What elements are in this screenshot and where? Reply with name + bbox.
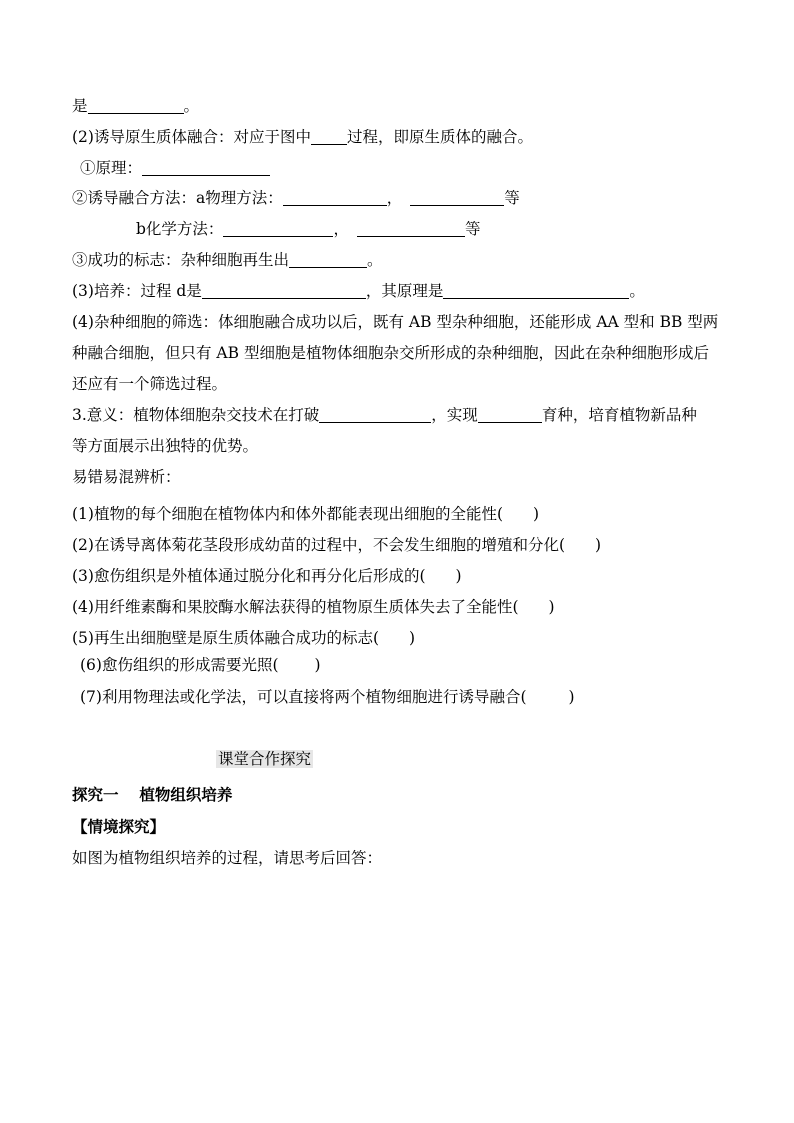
text: ③成功的标志：杂种细胞再生出 (72, 251, 290, 269)
section-title (216, 748, 313, 770)
paragraph-line-10: 还应有一个筛选过程。 (72, 375, 228, 393)
fill-line-6 (72, 249, 383, 271)
text: 过程，即原生质体的融合。 (346, 128, 533, 146)
fill-line-4 (72, 187, 520, 209)
text: 等 (464, 220, 481, 238)
text: (3)培养：过程 d是 (72, 282, 202, 300)
question-text: (4)用纤维素酶和果胶酶水解法获得的植物原生质体失去了全能性( (72, 598, 519, 616)
question-text: (2)在诱导离体菊花茎段形成幼苗的过程中，不会发生细胞的增殖和分化( (72, 536, 566, 554)
scenario-text: 如图为植物组织培养的过程，请思考后回答： (72, 849, 383, 867)
text: 。 (629, 282, 645, 300)
text: 等 (504, 189, 520, 207)
judgment-question-7 (80, 686, 575, 708)
close-paren: ) (533, 505, 540, 523)
question-text: (3)愈伤组织是外植体通过脱分化和再分化后形成的( (72, 567, 426, 585)
answer-blank[interactable] (142, 159, 270, 176)
answer-blank[interactable] (319, 406, 431, 423)
text: ，实现 (431, 406, 478, 424)
fill-line-5 (136, 218, 480, 240)
text: ， (386, 189, 403, 207)
question-text: (7)利用物理法或化学法，可以直接将两个植物细胞进行诱导融合( (80, 688, 527, 706)
text: 育种，培育植物新品种 (541, 406, 697, 424)
text: (2)诱导原生质体融合：对应于图中 (72, 128, 311, 146)
question-text: (1)植物的每个细胞在植物体内和体外都能表现出细胞的全能性( (72, 505, 504, 523)
judgment-question-1 (72, 503, 539, 525)
text: b化学方法： (136, 220, 224, 238)
text: ，其原理是 (365, 282, 444, 300)
answer-blank[interactable] (283, 189, 387, 206)
close-paren: ) (548, 598, 555, 616)
answer-blank[interactable] (202, 282, 366, 299)
text: 是 (72, 97, 88, 115)
answer-blank[interactable] (88, 97, 184, 114)
fill-line-7 (72, 280, 645, 302)
text: 。 (367, 251, 383, 269)
paragraph-line-12: 等方面展示出独特的优势。 (72, 437, 259, 455)
text: ， (333, 220, 349, 238)
text: 3.意义：植物体细胞杂交技术在打破 (72, 406, 320, 424)
fill-line-2 (72, 126, 533, 148)
answer-blank[interactable] (289, 251, 367, 268)
text: 。 (183, 97, 200, 115)
answer-blank[interactable] (223, 220, 333, 237)
section-title-text: 课堂合作探究 (218, 750, 312, 768)
paragraph-line-13: 易错易混辨析： (72, 468, 181, 486)
close-paren: ) (568, 688, 575, 706)
answer-blank[interactable] (410, 189, 504, 206)
answer-blank[interactable] (478, 406, 542, 423)
text: ②诱导融合方法：a物理方法： (72, 189, 283, 207)
explore-title: 探究一 植物组织培养 (72, 785, 233, 804)
judgment-question-2 (72, 534, 601, 556)
question-text: (5)再生出细胞壁是原生质体融合成功的标志( (72, 629, 380, 647)
judgment-question-3 (72, 565, 462, 587)
judgment-question-5 (72, 627, 415, 649)
close-paren: ) (409, 629, 416, 647)
answer-blank[interactable] (443, 282, 629, 299)
scenario-title: 【情境探究】 (72, 817, 166, 836)
answer-blank[interactable] (311, 128, 347, 145)
text: ①原理： (80, 159, 143, 177)
judgment-question-4 (72, 596, 555, 618)
fill-line-3 (80, 157, 270, 179)
paragraph-line-8: (4)杂种细胞的筛选：体细胞融合成功以后，既有 AB 型杂种细胞，还能形成 AA 型和 BB 型两 (72, 313, 719, 331)
close-paren: ) (314, 656, 321, 674)
answer-blank[interactable] (357, 220, 465, 237)
fill-line-1 (72, 95, 199, 117)
close-paren: ) (455, 567, 462, 585)
close-paren: ) (595, 536, 602, 554)
fill-line-11 (72, 404, 697, 426)
judgment-question-6 (80, 654, 321, 676)
paragraph-line-9: 种融合细胞，但只有 AB 型细胞是植物体细胞杂交所形成的杂种细胞，因此在杂种细胞形成后 (72, 344, 709, 362)
question-text: (6)愈伤组织的形成需要光照( (80, 656, 279, 674)
